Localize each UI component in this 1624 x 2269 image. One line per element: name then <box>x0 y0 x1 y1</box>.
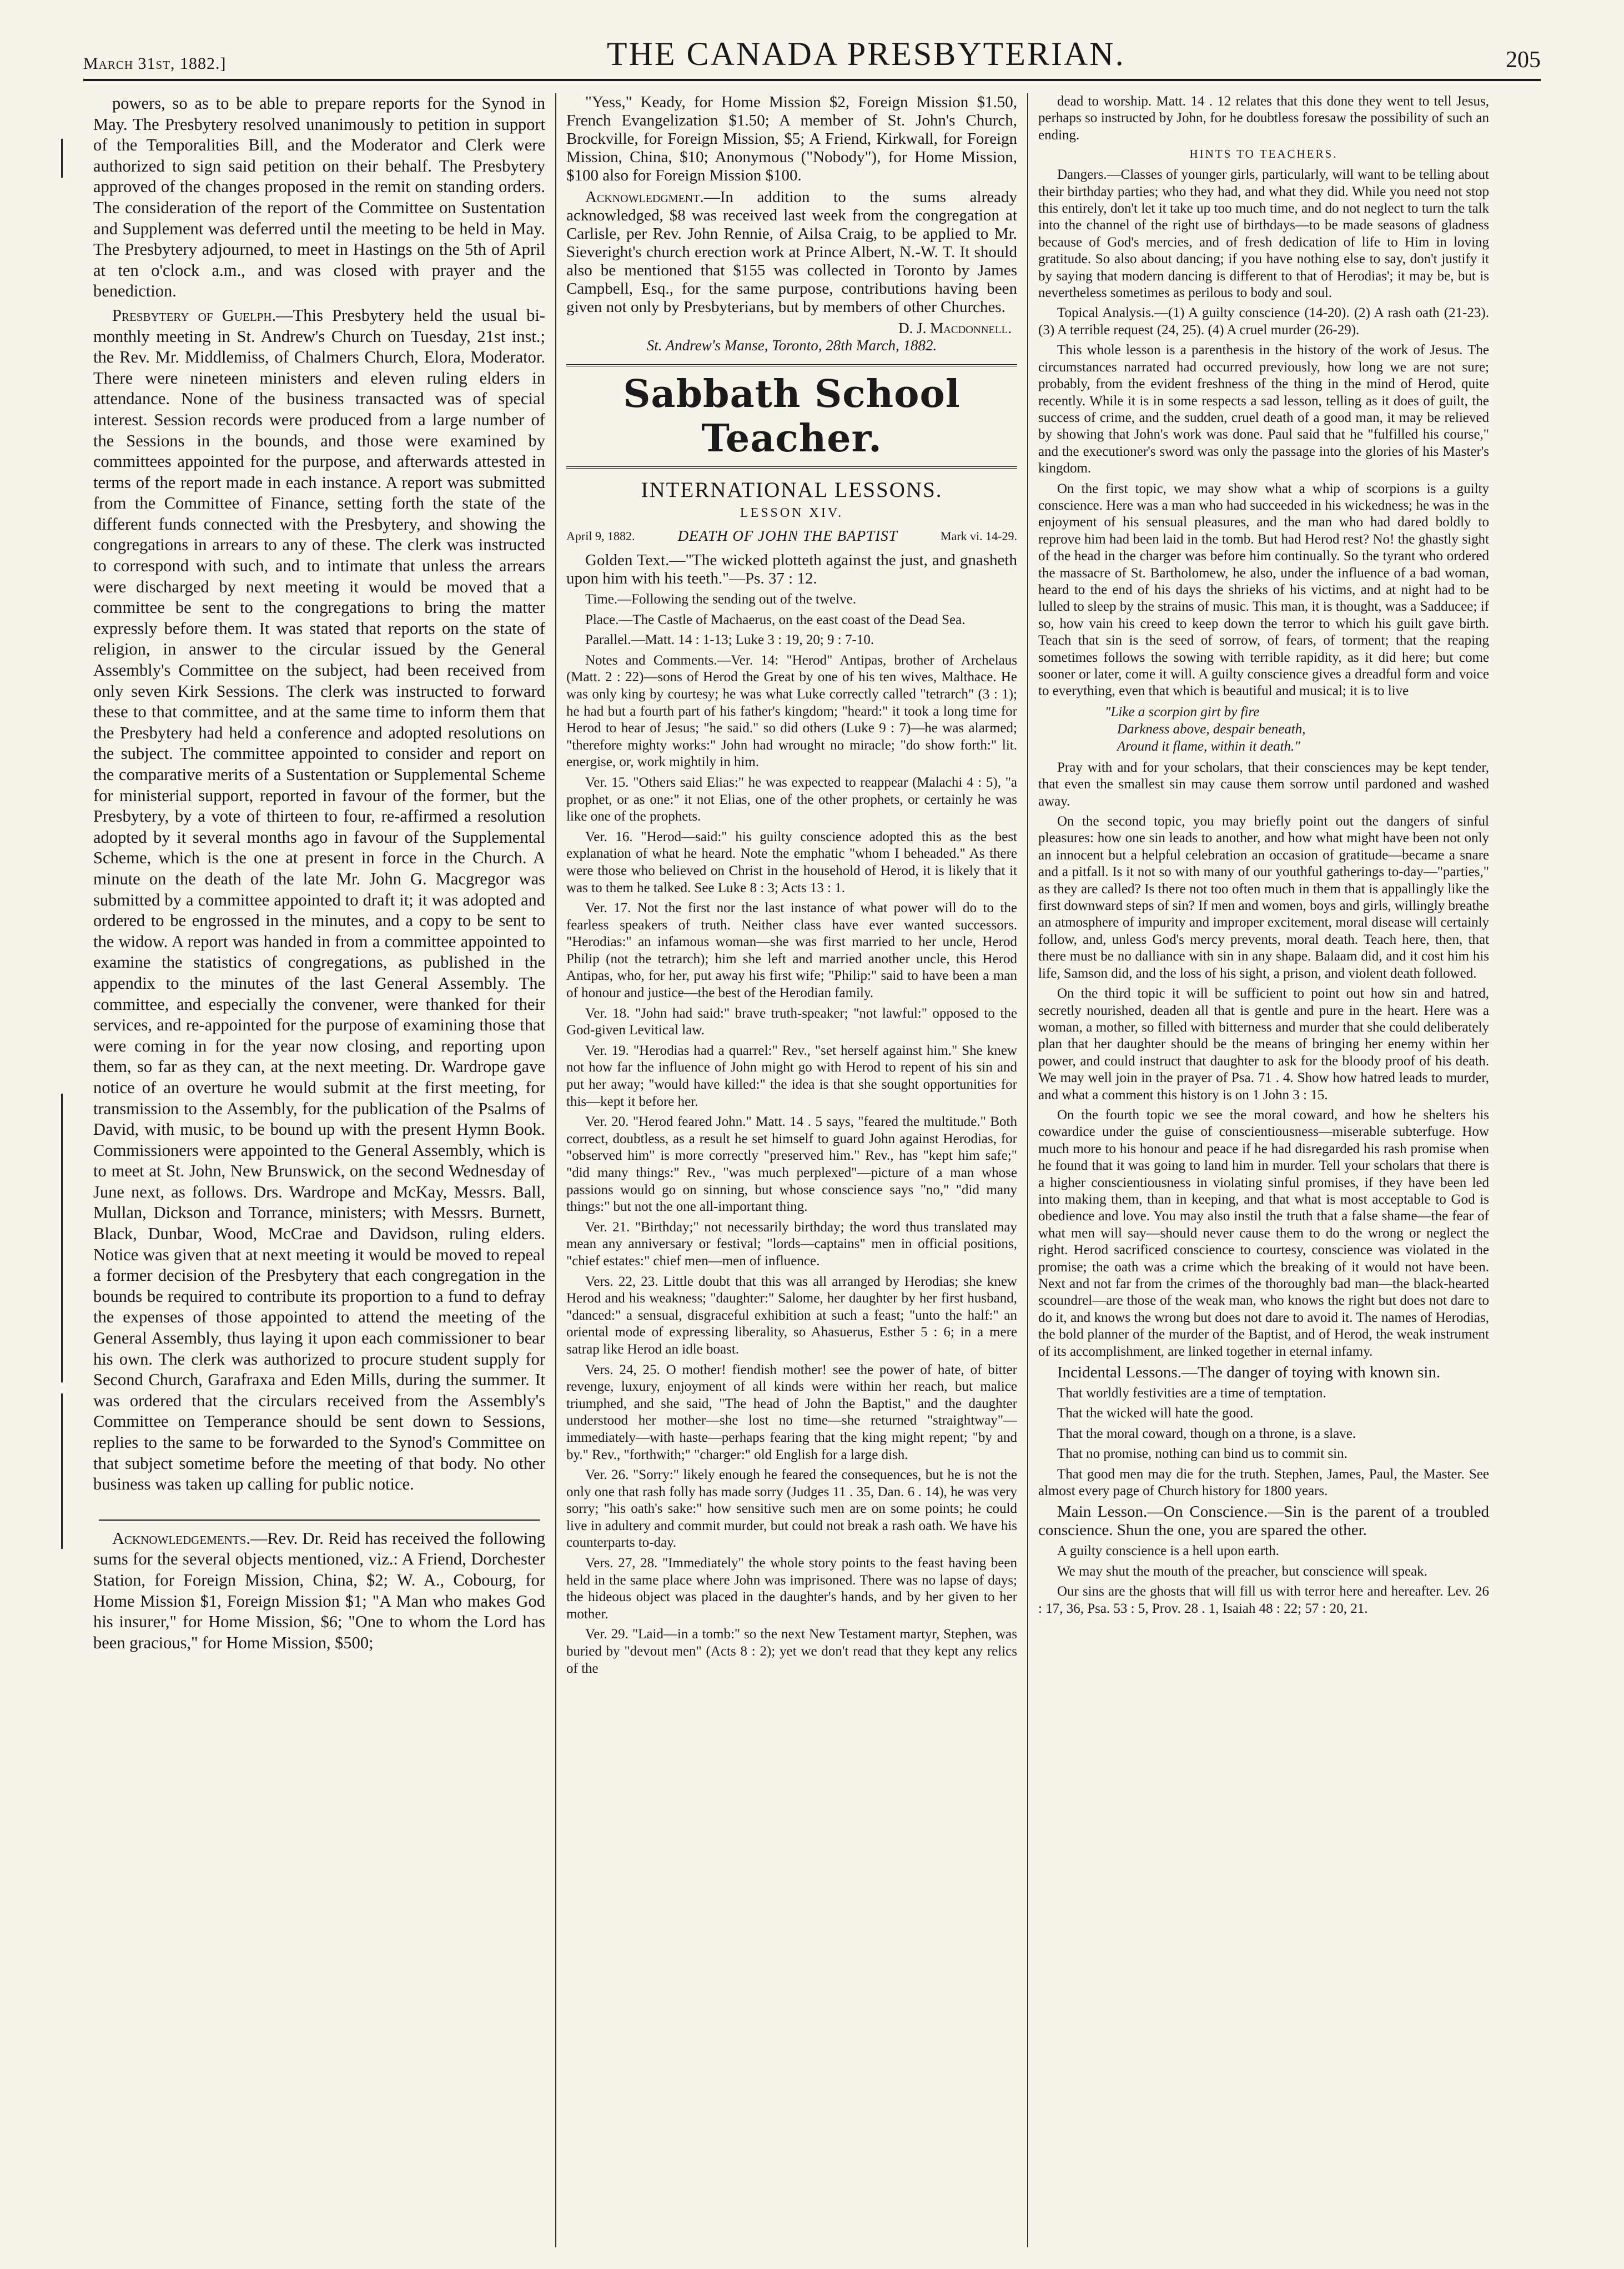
place-date: St. Andrew's Manse, Toronto, 28th March, 1882. <box>646 337 937 354</box>
acknowledgements-text: —Rev. Dr. Reid has received the following sums for the several objects mentioned, viz.: A Friend, Dorchester Station, for Foreign Mission, China, $2; W. A., Cobourg, for Home Mission $1, Foreign Mission $1; "A Man who makes God his insurer," for Home Mission, $6; "One to whom the Lord has been gracious," for Home Mission, $500; <box>93 1528 545 1652</box>
page-number: 205 <box>1506 47 1541 73</box>
guelph-heading: Presbytery of Guelph. <box>112 305 276 325</box>
lesson-scripture: Mark vi. 14-29. <box>940 529 1017 543</box>
lesson-paragraph: On the fourth topic we see the moral coward, and how he shelters his cowardice under the guise of conscientiousness—miserable subterfuge. How much more to his honour and peace if he had disregarded his rash promise when he found that it was going to land him in murder. Tell your scholars that there is a higher conscientiousness in violating sinful promises, if they have been led into making them, than in keeping, and that what is most acceptable to God is obedience and love. You may also instil the truth that a false shame—the fear of what men will say—should never cause them to do the wrong or neglect the right. Herod sacrificed conscience to courtesy, conscience was violated in the promise; the oath was a crime which the breaking of it would not have been. Next and not far from the crimes of the thoroughly bad man—the black-hearted scoundrel—are those of the weak man, who knows the right but does not dare to do it, and knows the wrong but does not dare to avoid it. The names of Herodias, the bold planner of the murder of the Baptist, and of Herod, the weak instrument of its accomplishment, are linked together in eternal infamy. <box>1038 1107 1489 1359</box>
margin-mark <box>61 1094 63 1382</box>
guelph-report <box>93 305 545 1495</box>
poem-line: Around it flame, within it death." <box>1117 738 1300 754</box>
lesson-parallel: Parallel.—Matt. 14 : 1-13; Luke 3 : 19, 20; 9 : 7-10. <box>585 632 874 648</box>
presbytery-report-end: powers, so as to be able to prepare reports for the Synod in May. The Presbytery resolved unanimously to petition in support of the Temporalities Bill, and the Moderator and Clerk were authorized to sign said petition on their behalf. The Presbytery approved of the changes proposed in the remit on standing orders. The consideration of the report of the Committee on Sustentation and Supplement was deferred until the meeting to be held in May. The Presbytery adjourned, to meet in Hastings on the 5th of April at ten o'clock a.m., and was closed with prayer and the benediction. <box>93 94 545 301</box>
issue-date: March 31st, 1882.] <box>83 54 227 73</box>
verse-note: Ver. 16. "Herod—said:" his guilty conscience adopted this as the best explanation of what he heard. Note the emphatic "whom I beheaded." As there were those who believed on Christ in the household of Herod, it is likely that it was to them he talked. See Luke 8 : 3; Acts 13 : 1. <box>566 829 1017 895</box>
lesson-date: April 9, 1882. <box>566 529 635 543</box>
incidental-item: That good men may die for the truth. Stephen, James, Paul, the Master. See almost every page of Church history for 1800 years. <box>1038 1466 1489 1499</box>
verse-note: Ver. 18. "John had said:" brave truth-speaker; "not lawful:" opposed to the God-given Levitical law. <box>566 1005 1017 1038</box>
lesson-place: Place.—The Castle of Machaerus, on the east coast of the Dead Sea. <box>585 612 966 627</box>
column-1 <box>83 93 555 2247</box>
main-lesson-item: Our sins are the ghosts that will fill us with terror here and hereafter. Lev. 26 : 17, 36, Psa. 53 : 5, Prov. 28 . 1, Isaiah 48 : 22; 57 : 20, 21. <box>1038 1584 1489 1616</box>
acknowledgment-heading: Acknowledgment. <box>585 188 704 206</box>
column-3 <box>1027 93 1499 2247</box>
incidental-item: That the wicked will hate the good. <box>1057 1406 1254 1421</box>
margin-mark <box>61 1393 63 1549</box>
main-lesson: Main Lesson.—On Conscience.—Sin is the parent of a troubled conscience. Shun the one, you are spared the other. <box>1038 1503 1489 1540</box>
acknowledgment <box>566 188 1017 316</box>
poem-line: "Like a scorpion girt by fire <box>1105 704 1260 720</box>
header-rule <box>83 79 1541 81</box>
acknowledgements-heading: Acknowledgements. <box>112 1528 250 1548</box>
lesson-title-row <box>566 527 1017 545</box>
verse-note: Ver. 21. "Birthday;" not necessarily birthday; the word thus translated may mean any anniversary or festival; "lords—captains" men in official positions, "chief estates:" chief men—men of influence. <box>566 1219 1017 1269</box>
verse-note: Ver. 29. "Laid—in a tomb:" so the next New Testament martyr, Stephen, was buried by "devout men" (Acts 8 : 2); yet we don't read that they kept any relics of the <box>566 1627 1017 1676</box>
golden-text: Golden Text.—"The wicked plotteth against the just, and gnasheth upon him with his teeth."—Ps. 37 : 12. <box>566 551 1017 587</box>
verse-note: Ver. 19. "Herodias had a quarrel:" Rev., "set herself against him." She knew not how far the influence of John might go with Herod to repent of his sin and put her away; "would have killed:" the idea is that she sought opportunities for this—kept it before her. <box>566 1043 1017 1109</box>
margin-mark <box>61 139 63 178</box>
page-header <box>83 36 1541 73</box>
main-lesson-item: We may shut the mouth of the preacher, but conscience will speak. <box>1057 1563 1427 1579</box>
verse-note: Ver. 15. "Others said Elias:" he was expected to reappear (Malachi 4 : 5), "a prophet, or as one:" it not Elias, one of the other prophets, or certainly he was like one of the prophets. <box>566 774 1017 824</box>
incidental-item: That no promise, nothing can bind us to commit sin. <box>1057 1446 1348 1462</box>
verse-note: Vers. 22, 23. Little doubt that this was all arranged by Herodias; she knew Herod and his weakness; "daughter:" Salome, her daughter by her first husband, "danced:" a sensual, disgraceful exhibition at such a feast; "unto the half:" an oriental mode of expressing liberality, so Ahasuerus, Esther 5 : 6; in a mere satrap like Herod an idle boast. <box>566 1274 1017 1357</box>
section-banner: Sabbath School Teacher. <box>566 364 1017 469</box>
lesson-paragraph: Pray with and for your scholars, that their consciences may be kept tender, that even the smallest sin may cause them sorrow until pardoned and washed away. <box>1038 759 1489 809</box>
hints-heading: HINTS TO TEACHERS. <box>1189 147 1338 161</box>
lessons-heading: INTERNATIONAL LESSONS. <box>641 478 943 502</box>
poem-quote <box>1105 703 1489 755</box>
notes-comments: Notes and Comments.—Ver. 14: "Herod" Antipas, brother of Archelaus (Matt. 2 : 22)—sons of Herod the Great by one of his ten wives, Malthace. He was only king by courtesy; he was what Luke correctly called "tetrarch" (3 : 1); he had but a fourth part of his father's kingdom; "heard:" it took a long time for Herod to hear of Jesus; "he said." so did others (Luke 9 : 7)—he was alarmed; "therefore mighty works:" John had wrought no miracle; "do show forth:" lit. energise, or, work mightily in him. <box>566 652 1017 770</box>
acknowledgements <box>93 1528 545 1654</box>
verse-note: Ver. 20. "Herod feared John." Matt. 14 . 5 says, "feared the multitude." Both correct, doubtless, as a result he set himself to guard John against Herodias, for "observed him" is more correctly "preserved him." Rev., has "kept him safe;" "did many things:" Rev., "was much perplexed"—picture of a man whose passions would go on sinning, but whose conscience says "no," "did many things:" but not the one all-important thing. <box>566 1114 1017 1215</box>
lesson-paragraph: On the third topic it will be sufficient to point out how sin and hatred, secretly nourished, deaden all that is gentle and pure in the heart. Here was a woman, a mother, so filled with bitterness and murder that she could deliberately plan that her daughter should be the means of bringing her enemy within her power, and could instruct that daughter to ask for the bloody proof of his death. We may well join in the prayer of Psa. 71 . 4. Show how hatred leads to murder, and what a comment this history is on 1 John 3 : 15. <box>1038 986 1489 1103</box>
lesson-paragraph: This whole lesson is a parenthesis in the history of the work of Jesus. The circumstances narrated had occurred previously, how long we are not sure; probably, from the evident freshness of the thing in the mind of Herod, quite recently. While it is in some respects a sad lesson, telling as it does of guilt, the success of crime, and the sudden, cruel death of a good man, it may be relieved by showing that John's work was done. Paul said that he "fulfilled his course," and the executioner's sword was only the passage into the glories of his Master's kingdom. <box>1038 343 1489 476</box>
guelph-text: —This Presbytery held the usual bi-monthly meeting in St. Andrew's Church on Tuesday, 21st inst.; the Rev. Mr. Middlemiss, of Chalmers Church, Elora, Moderator. There were nineteen ministers and eleven ruling elders in attendance. None of the business transacted was of special interest. Session records were produced from a large number of the Sessions in the bounds, and those were examined by committees appointed for the purpose, and afterwards attested in terms of the report made in each instance. A report was submitted from the Committee of Finance, setting forth the state of the different funds connected with the Presbytery, and showing the congregations in arrears to any of these. The clerk was instructed to correspond with such, and to intimate that unless the arrears were discharged by next meeting it would be moved that a committee be sent to the congregations to bring the matter expressly before them. It was stated that reports on the state of religion, in answer to the circular issued by the General Assembly's Committee on the subject, had been received from only seven Kirk Sessions. The clerk was instructed to forward these to that committee, and at the same time to inform them that the Presbytery had held a conference and adopted resolutions on the subject. The committee appointed to consider and report on the comparative merits of a Sustentation or Supplemental Scheme for ministerial support, reported in favour of the former, but the Presbytery, by a vote of thirteen to four, re-affirmed a resolution adopted by it several months ago in favour of the Supplemental Scheme, which is the one at present in force in the Church. A minute on the death of the late Mr. John G. Macgregor was submitted by a committee appointed to draft it; it was adopted and ordered to be engrossed in the minutes, and a copy to be sent to the widow. A report was handed in from a committee appointed to examine the statistics of congregations, as published in the appendix to the minutes of the last General Assembly. The committee, and especially the convener, were thanked for their services, and re-appointed for the purpose of examining those that were coming in for the year now closing, and reporting upon them, so far as they can, at the next meeting. Dr. Wardrope gave notice of an overture he would submit at the first meeting, for transmission to the Assembly, for the publication of the Psalms of David, with music, to be bound up with the present Hymn Book. Commissioners were appointed to the General Assembly, which is to meet at St. John, New Brunswick, on the second Wednesday of June next, as follows. Drs. Wardrope and McKay, Messrs. Ball, Mullan, Dickson and Torrance, ministers; with Messrs. Burnett, Black, Dunbar, Wood, McCrae and Davidson, ruling elders. Notice was given that at next meeting it would be moved to repeal a former decision of the Presbytery that each congregation in the bounds be required to contribute its proportion to a fund to defray the expenses of those appointed to attend the meeting of the General Assembly, thus laying it upon each commissioner to bear his own. The clerk was authorized to procure student supply for Second Church, Garafraxa and Eden Mills, during the summer. It was ordered that the circulars received from the Assembly's Committee on Temperance should be sent down to Sessions, replies to the same to be forwarded to the Synod's Committee on that subject sometime before the meeting of that body. No other business was taken up calling for public notice. <box>93 305 545 1494</box>
lesson-title: DEATH OF JOHN THE BAPTIST <box>677 527 898 544</box>
verse-note-continued: dead to worship. Matt. 14 . 12 relates that this done they went to tell Jesus, perhaps so instructed by John, for he doubtless foresaw the possibility of such an ending. <box>1038 94 1489 143</box>
verse-note: Vers. 27, 28. "Immediately" the whole story points to the feast having been held in the same place where John was imprisoned. There was no lapse of days; the hideous object was placed in the daughter's hands, and by her given to her mother. <box>566 1556 1017 1622</box>
verse-note: Ver. 26. "Sorry:" likely enough he feared the consequences, but he is not the only one that rash folly has made sorry (Judges 11 . 35, Dan. 6 . 14), he was very sorry; "his oath's sake:" how sensitive such men are on some points; he could live in adultery and commit murder, but could not break a rash oath. We have his counterparts to-day. <box>566 1467 1017 1551</box>
dangers: Dangers.—Classes of younger girls, particularly, will want to be telling about their birthday parties; who they had, and what they did. While you need not stop this entirely, don't let it take up too much time, and do not neglect to turn the talk into the channel of the right use of birthdays—to be made seasons of gladness because of God's mercies, and of fresh dedication of life to Him in loving gratitude. So also about dancing; if you have nothing else to say, don't justify it by saying that modern dancing is different to that of Herodias'; it may be, but is nevertheless sometimes as perilous to body and soul. <box>1038 167 1489 301</box>
lesson-paragraph: On the first topic, we may show what a whip of scorpions is a guilty conscience. Here was a man who had succeeded in his wickedness; he was in the enjoyment of his sensual pleasures, and the man who had dared boldly to reprove him had been laid in the tomb. But had Herod rest? No! the ghastly sight of the head in the charger was before him continually. So the tyrant who ordered the massacre of St. Bartholomew, he also, under the influence of a bad woman, heard to the end of his days the shrieks of his victims, and at night had to be lulled to sleep by the strains of music. This man, it is thought, was a Sadducee; if so, how vain his creed to keep down the terror to which his guilt gave birth. Teach that sin is the seed of sorrow, of fears, of torment; that the reaping sometimes follows the sowing with terrible rapidity, as it did here; but come sooner or later, come it will. A guilty conscience gives a dreadful form and voice to everything, even that which is beautiful and musical; it is to live <box>1038 481 1489 699</box>
verse-note: Ver. 17. Not the first nor the last instance of what power will do to the fearless speakers of truth. Neither class have ever wanted successors. "Herodias:" an infamous woman—she was first married to her uncle, Herod Philip (not the tetrarch); him she left and married another uncle, this Herod Antipas, who, for her, put away his first wife; "Philip:" said to have been a man of honour and justice—the best of the Herodian family. <box>566 900 1017 1001</box>
publication-title: THE CANADA PRESBYTERIAN. <box>606 36 1125 72</box>
columns <box>83 93 1541 2247</box>
topical-analysis: Topical Analysis.—(1) A guilty conscience (14-20). (2) A rash oath (21-23). (3) A terrible request (24, 25). (4) A cruel murder (26-29). <box>1038 305 1489 338</box>
incidental-item: That the moral coward, though on a throne, is a slave. <box>1057 1426 1356 1441</box>
main-lesson-item: A guilty conscience is a hell upon earth. <box>1057 1543 1279 1559</box>
column-2 <box>555 93 1027 2247</box>
poem-line: Darkness above, despair beneath, <box>1117 721 1306 737</box>
verse-note: Vers. 24, 25. O mother! fiendish mother! see the power of hate, of bitter revenge, luxury, enjoyment of all kinds were within her reach, but malice triumphed, and she said, "The head of John the Baptist," and the daughter understood her mother—she lost no time—she returned "straightway"—immediately—with haste—perhaps fearing that the king might repent; "by and by." Rev., "forthwith;" "charger:" old English for a large dish. <box>566 1362 1017 1462</box>
acknowledgment-text: —In addition to the sums already acknowledged, $8 was received last week from the congregation at Carlisle, per Rev. John Rennie, of Ailsa Craig, to be applied to Mr. Sieveright's church erection work at Prince Albert, N.-W. T. It should also be mentioned that $155 was collected in Toronto by James Campbell, Esq., for the same purpose, contributions having been given not only by Presbyterians, but by members of other Churches. <box>566 188 1017 316</box>
section-rule <box>99 1520 540 1521</box>
acknowledgements-continued: "Yess," Keady, for Home Mission $2, Foreign Mission $1.50, French Evangelization $1.50; A member of St. John's Church, Brockville, for Foreign Mission, $5; A Friend, Kirkwall, for Foreign Mission, China, $10; Anonymous ("Nobody"), for Home Mission, $100 also for Foreign Mission $100. <box>566 93 1017 184</box>
incidental-item: That worldly festivities are a time of temptation. <box>1057 1386 1326 1401</box>
lesson-time: Time.—Following the sending out of the twelve. <box>585 592 856 607</box>
lesson-paragraph: On the second topic, you may briefly point out the dangers of sinful pleasures: how one sin leads to another, and how what might have been not only an innocent but a helpful celebration an occasion of gratitude—became a snare and a pitfall. Is it not so with many of our youthful gatherings to-day—"parties," as they are called? Is there not too often much in them that is appallingly like the first downward steps of sin? If men and women, boys and girls, willingly breathe an atmosphere of impurity and improper excitement, moral disease will certainly follow, and, unless God's mercy prevents, moral death. Teach here, then, that there must be no dalliance with sin in any shape. Balaam did, and it cost him his life, Samson did, and the loss of his sight, a prison, and violent death followed. <box>1038 814 1489 981</box>
lesson-number: LESSON XIV. <box>740 506 844 520</box>
incidental-lessons: Incidental Lessons.—The danger of toying with known sin. <box>1057 1364 1441 1382</box>
signature: D. J. Macdonnell. <box>898 320 1012 336</box>
